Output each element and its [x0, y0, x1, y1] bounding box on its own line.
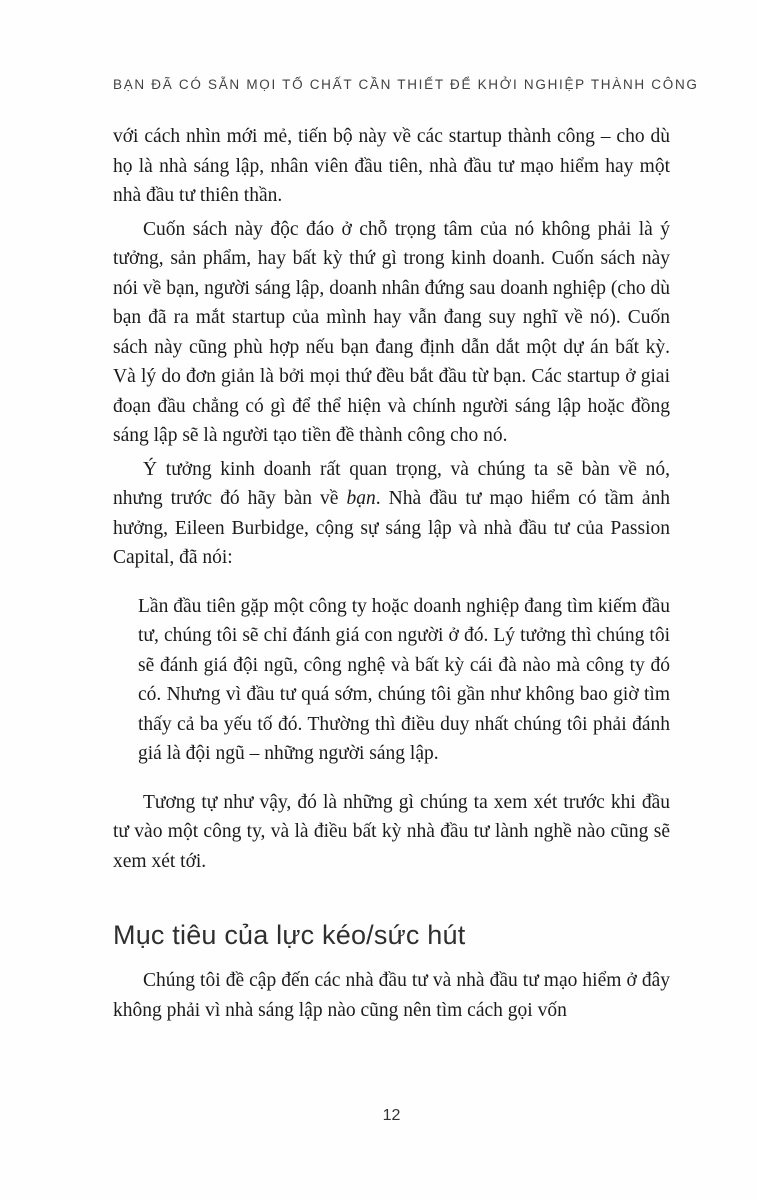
- paragraph-3-text-end: . Nhà đầu tư mạo hiểm có tầm ảnh hưởng, Eileen Burbidge, cộng sự sáng lập và nhà đầu tư của Passion Capital, đã nói:: [113, 488, 670, 568]
- paragraph-2: Cuốn sách này độc đáo ở chỗ trọng tâm của nó không phải là ý tưởng, sản phẩm, hay bất kỳ thứ gì trong kinh doanh. Cuốn sách này nói về bạn, người sáng lập, doanh nhân đứng sau doanh nghiệp (cho dù bạn đã ra mắt startup của mình hay vẫn đang suy nghĩ về nó). Cuốn sách này cũng phù hợp nếu bạn đang định dẫn dắt một dự án bất kỳ. Và lý do đơn giản là bởi mọi thứ đều bắt đầu từ bạn. Các startup ở giai đoạn đầu chẳng có gì để thể hiện và chính người sáng lập hoặc đồng sáng lập sẽ là người tạo tiền đề thành công cho nó.: [113, 218, 670, 446]
- paragraph-5: Chúng tôi đề cập đến các nhà đầu tư và nhà đầu tư mạo hiểm ở đây không phải vì nhà sáng lập nào cũng nên tìm cách gọi vốn: [113, 970, 670, 1021]
- page-number: 12: [382, 1107, 401, 1124]
- paragraph-3: [113, 455, 670, 573]
- paragraph-3-text-start: Ý tưởng kinh doanh rất quan trọng, và chúng ta sẽ bàn về nó, nhưng trước đó hãy bàn về: [113, 458, 670, 509]
- body-text: [113, 122, 670, 1025]
- section-heading: Mục tiêu của lực kéo/sức hút: [113, 920, 466, 950]
- paragraph-3-italic-word: bạn: [346, 488, 376, 509]
- running-head: BẠN ĐÃ CÓ SẴN MỌI TỐ CHẤT CẦN THIẾT ĐỂ KHỞI NGHIỆP THÀNH CÔNG: [113, 77, 699, 92]
- paragraph-1: với cách nhìn mới mẻ, tiến bộ này về các startup thành công – cho dù họ là nhà sáng lập, nhân viên đầu tiên, nhà đầu tư mạo hiểm hay một nhà đầu tư thiên thần.: [113, 126, 670, 206]
- paragraph-4: Tương tự như vậy, đó là những gì chúng ta xem xét trước khi đầu tư vào một công ty, và là điều bất kỳ nhà đầu tư lành nghề nào cũng sẽ xem xét tới.: [113, 791, 670, 872]
- block-quote: Lần đầu tiên gặp một công ty hoặc doanh nghiệp đang tìm kiếm đầu tư, chúng tôi sẽ chỉ đánh giá con người ở đó. Lý tưởng thì chúng tôi sẽ đánh giá đội ngũ, công nghệ và bất kỳ cái đà nào mà công ty đó có. Nhưng vì đầu tư quá sớm, chúng tôi gần như không bao giờ tìm thấy cả ba yếu tố đó. Thường thì điều duy nhất chúng tôi phải đánh giá là đội ngũ – những người sáng lập.: [138, 595, 670, 764]
